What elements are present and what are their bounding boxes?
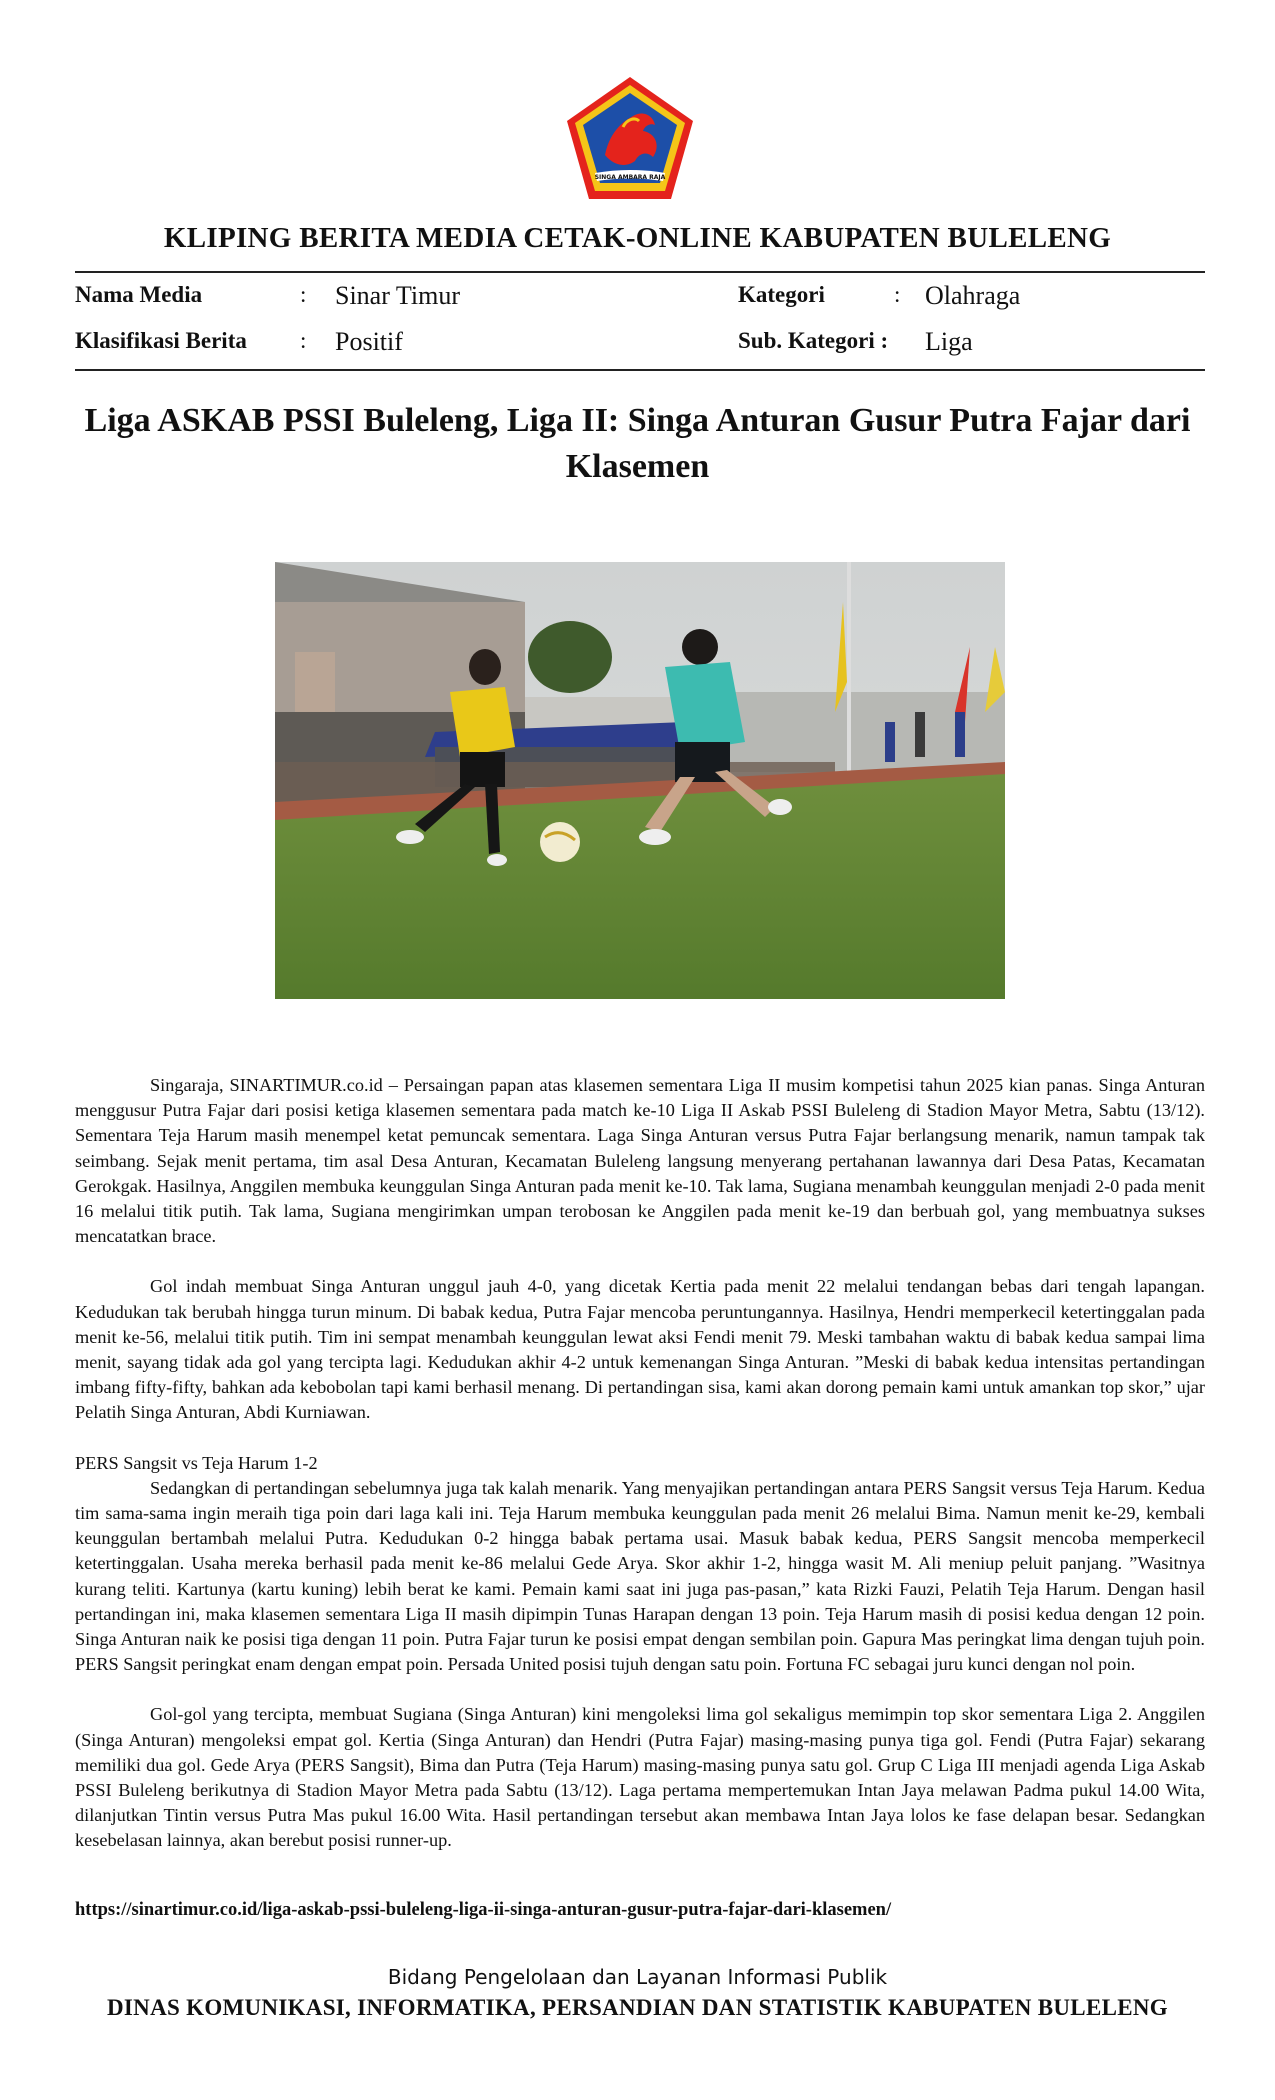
header-bottom-rule <box>75 369 1205 371</box>
article-paragraph-3: Sedangkan di pertandingan sebelumnya juga tak kalah menarik. Yang menyajikan pertandingan antara PERS Sangsit versus Teja Harum. Kedua tim sama-sama ingin meraih tiga poin dari laga kali ini. Teja Harum membuka keunggulan pada menit 26 melalui Bima. Namun menit ke-29, kembali keunggulan bertambah melalui Putra. Kedudukan 0-2 hingga babak pertama usai. Masuk babak kedua, PERS Sangsit mencoba memperkecil ketertinggalan. Usaha mereka berhasil pada menit ke-86 melalui Gede Arya. Skor akhir 1-2, hingga wasit M. Ali meniup peluit panjang. ”Wasitnya kurang teliti. Kartunya (kartu kuning) lebih berat ke kami. Pemain kami saat ini juga pas-pasan,” kata Rizki Fauzi, Pelatih Teja Harum. Dengan hasil pertandingan ini, maka klasemen sementara Liga II masih dipimpin Tunas Harapan dengan 13 poin. Teja Harum masih di posisi kedua dengan 12 poin. Singa Anturan naik ke posisi tiga dengan 11 poin. Putra Fajar turun ke posisi empat dengan sembilan poin. Gapura Mas peringkat lima dengan tujuh poin. PERS Sangsit peringkat enam dengan empat poin. Persada United posisi tujuh dengan satu poin. Fortuna FC sebagai juru kunci dengan nol poin. <box>75 1477 1205 1675</box>
klasifikasi-colon: : <box>300 328 307 353</box>
buleleng-logo <box>565 75 695 201</box>
klasifikasi-label: Klasifikasi Berita <box>75 328 247 353</box>
article-subhead: PERS Sangsit vs Teja Harum 1-2 <box>75 1452 318 1473</box>
article-paragraph-4: Gol-gol yang tercipta, membuat Sugiana (Singa Anturan) kini mengoleksi lima gol sekaligus memimpin top skor sementara Liga 2. Anggilen (Singa Anturan) mengoleksi empat gol. Kertia (Singa Anturan) dan Hendri (Putra Fajar) masing-masing punya tiga gol. Fendi (Putra Fajar) sekarang memiliki dua gol. Gede Arya (PERS Sangsit), Bima dan Putra (Teja Harum) masing-masing punya satu gol. Grup C Liga III menjadi agenda Liga Askab PSSI Buleleng berikutnya di Stadion Mayor Metra pada Sabtu (13/12). Laga pertama mempertemukan Intan Jaya melawan Padma pukul 14.00 Wita, dilanjutkan Tintin versus Putra Mas pukul 16.00 Wita. Hasil pertandingan tersebut akan membawa Intan Jaya lolos ke fase delapan besar. Sedangkan kesebelasan lainnya, akan berebut posisi runner-up. <box>75 1704 1205 1851</box>
nama-media-value: Sinar Timur <box>335 281 460 310</box>
kategori-value: Olahraga <box>925 281 1021 310</box>
nama-media-colon: : <box>300 282 307 307</box>
sub-kategori-value: Liga <box>925 327 973 356</box>
kategori-label: Kategori <box>738 282 825 307</box>
kategori-colon: : <box>894 282 901 307</box>
article-photo <box>275 562 1005 999</box>
source-url: https://sinartimur.co.id/liga-askab-pssi-buleleng-liga-ii-singa-anturan-gusur-putra-fajar-dari-klasemen/ <box>75 1900 892 1920</box>
header-top-rule <box>75 271 1205 273</box>
article-body <box>75 1073 1205 1854</box>
article-title: Liga ASKAB PSSI Buleleng, Liga II: Singa Anturan Gusur Putra Fajar dari Klasemen <box>84 402 1191 485</box>
article-paragraph-2: Gol indah membuat Singa Anturan unggul jauh 4-0, yang dicetak Kertia pada menit 22 melalui tendangan bebas dari tengah lapangan. Kedudukan tak berubah hingga turun minum. Di babak kedua, Putra Fajar mencoba peruntungannya. Hasilnya, Hendri memperkecil ketertinggalan pada menit ke-56, melalui titik putih. Tim ini sempat menambah keunggulan lewat aksi Fendi menit 79. Meski tambahan waktu di babak kedua sampai lima menit, sayang tidak ada gol yang tercipta lagi. Kedudukan akhir 4-2 untuk kemenangan Singa Anturan. ”Meski di babak kedua intensitas pertandingan imbang fifty-fifty, bahkan ada kebobolan tapi kami berhasil menang. Di pertandingan sisa, kami akan dorong pemain kami untuk amankan top skor,” ujar Pelatih Singa Anturan, Abdi Kurniawan. <box>75 1276 1205 1423</box>
nama-media-label: Nama Media <box>75 282 203 307</box>
klasifikasi-value: Positif <box>335 327 403 356</box>
logo-motto: SINGA AMBARA RAJA <box>594 174 666 181</box>
footer-agency: DINAS KOMUNIKASI, INFORMATIKA, PERSANDIAN DAN STATISTIK KABUPATEN BULELENG <box>107 1995 1168 2020</box>
sub-kategori-label: Sub. Kategori : <box>738 328 889 353</box>
footer-division: Bidang Pengelolaan dan Layanan Informasi Publik <box>387 1965 888 1989</box>
article-paragraph-1: Singaraja, SINARTIMUR.co.id – Persaingan papan atas klasemen sementara Liga II musim kompetisi tahun 2025 kian panas. Singa Anturan menggusur Putra Fajar dari posisi ketiga klasemen sementara pada match ke-10 Liga II Askab PSSI Buleleng di Stadion Mayor Metra, Sabtu (13/12). Sementara Teja Harum masih menempel ketat pemuncak sementara. Laga Singa Anturan versus Putra Fajar berlangsung menarik, namun tampak tak seimbang. Sejak menit pertama, tim asal Desa Anturan, Kecamatan Buleleng langsung menyerang pertahanan lawannya dari Desa Patas, Kecamatan Gerokgak. Hasilnya, Anggilen membuka keunggulan Singa Anturan pada menit ke-10. Tak lama, Sugiana menambah keunggulan menjadi 2-0 pada menit 16 melalui titik putih. Tak lama, Sugiana mengirimkan umpan terobosan ke Anggilen pada menit ke-19 dan berbuah gol, yang membuatnya sukses mencatatkan brace. <box>75 1075 1205 1247</box>
document-header-title: KLIPING BERITA MEDIA CETAK-ONLINE KABUPATEN BULELENG <box>163 222 1112 254</box>
